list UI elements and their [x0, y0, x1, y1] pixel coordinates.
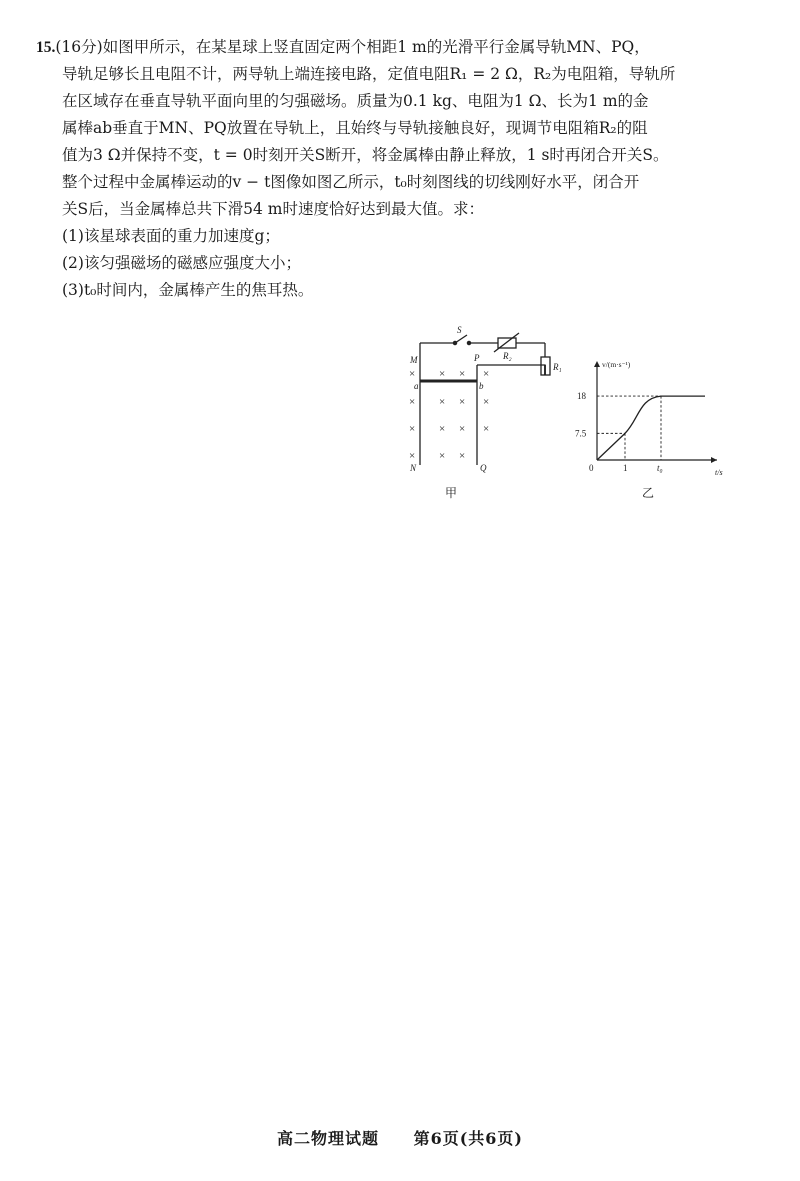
field-cross-symbol: × — [409, 450, 416, 462]
vt-curve — [597, 396, 661, 460]
label-s: S — [457, 325, 462, 335]
field-cross-symbol: × — [483, 368, 490, 380]
x-axis-arrow — [711, 457, 717, 463]
problem-text-line: 整个过程中金属棒运动的v − t图像如图乙所示，t₀时刻图线的切线刚好水平，闭合开 — [62, 173, 640, 191]
x-tick-1: 1 — [623, 463, 628, 473]
label-r1: R₁ — [553, 362, 562, 372]
y-axis-label: v/(m·s⁻¹) — [602, 360, 631, 369]
label-q: Q — [480, 463, 487, 473]
figure-svg — [395, 325, 740, 505]
x-tick-t0: t₀ — [657, 463, 663, 473]
field-cross-symbol: × — [409, 396, 416, 408]
problem-text-line: 值为3 Ω并保持不变，t = 0时刻开关S断开，将金属棒由静止释放，1 s时再闭合开关S。 — [62, 146, 669, 164]
question-1: (1)该星球表面的重力加速度g； — [62, 227, 280, 245]
figure-a-caption: 甲 — [445, 486, 458, 500]
problem-text-line: 关S后，当金属棒总共下滑54 m时速度恰好达到最大值。求： — [62, 200, 484, 218]
field-cross-symbol: × — [439, 423, 446, 435]
problem-text-line: 导轨足够长且电阻不计，两导轨上端连接电路，定值电阻R₁ = 2 Ω，R₂为电阻箱，导轨所 — [62, 65, 676, 83]
field-cross-symbol: × — [439, 368, 446, 380]
field-cross-symbol: × — [439, 396, 446, 408]
y-tick-7-5: 7.5 — [575, 428, 587, 439]
problem-15 — [36, 34, 776, 304]
label-m: M — [410, 355, 418, 365]
x-axis-label: t/s — [715, 468, 723, 477]
y-axis-arrow — [594, 361, 600, 367]
label-a: a — [414, 381, 419, 391]
figure-b-caption: 乙 — [642, 486, 655, 500]
page-footer — [0, 1126, 800, 1149]
problem-text-line: 属棒ab垂直于MN、PQ放置在导轨上，且始终与导轨接触良好，现调节电阻箱R₂的阻 — [62, 119, 648, 137]
problem-line-1 — [36, 34, 776, 61]
origin-label: 0 — [589, 463, 594, 473]
field-cross-symbol: × — [459, 368, 466, 380]
figure-area — [395, 325, 740, 505]
label-r2: R₂ — [503, 351, 512, 361]
field-cross-symbol: × — [459, 450, 466, 462]
field-cross-symbol: × — [409, 368, 416, 380]
vt-graph — [575, 360, 723, 477]
problem-number: 15. — [36, 39, 56, 56]
field-cross-symbol: × — [439, 450, 446, 462]
label-n: N — [410, 463, 417, 473]
field-cross-symbol: × — [459, 396, 466, 408]
problem-text-line: 如图甲所示，在某星球上竖直固定两个相距1 m的光滑平行金属导轨MN、PQ， — [102, 38, 650, 56]
field-cross-symbol: × — [483, 423, 490, 435]
field-cross-symbol: × — [483, 396, 490, 408]
question-3: (3)t₀时间内，金属棒产生的焦耳热。 — [62, 281, 314, 299]
label-p: P — [474, 353, 480, 363]
field-cross-symbol: × — [459, 423, 466, 435]
label-b: b — [479, 381, 484, 391]
footer-title: 高二物理试题 — [276, 1129, 379, 1148]
footer-page: 第6页(共6页) — [413, 1129, 523, 1148]
question-2: (2)该匀强磁场的磁感应强度大小； — [62, 254, 301, 272]
problem-text-line: 在区域存在垂直导轨平面向里的匀强磁场。质量为0.1 kg、电阻为1 Ω、长为1 m的金 — [62, 92, 649, 110]
y-tick-18: 18 — [577, 391, 586, 402]
field-cross-symbol: × — [409, 423, 416, 435]
problem-points: (16分) — [55, 38, 103, 56]
